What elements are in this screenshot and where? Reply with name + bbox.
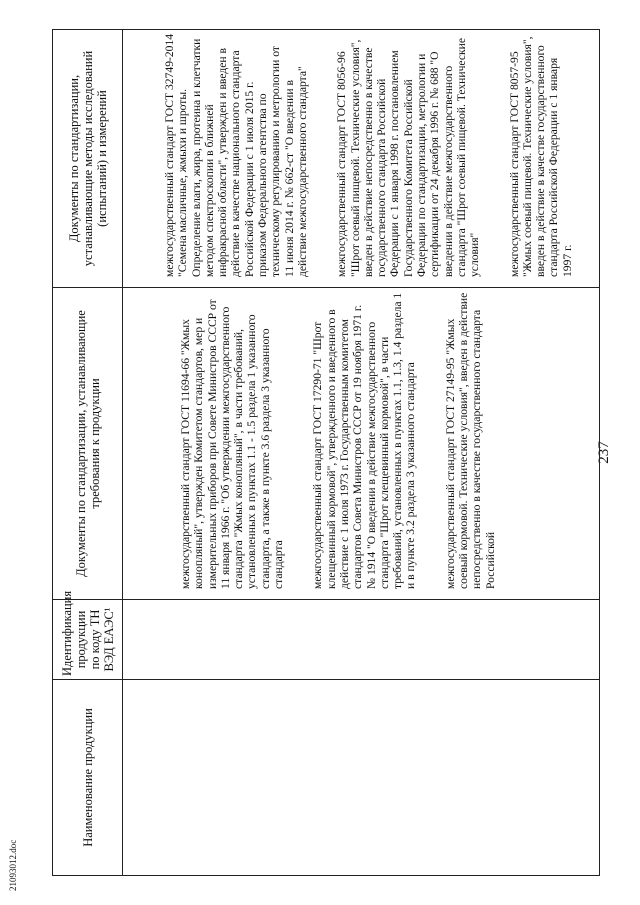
table-row: [123, 30, 600, 876]
requirement-doc-1: межгосударственный стандарт ГОСТ 11694-66 "Жмых конопляный", утвержден Комитетом стандартов, мер и измерительных приборов при Совете Министров СССР от 11 января 1966 г. "Об утверждении межгосударственного стандарта "Жмых конопляный", в части требований, установленных в пунктах 1.1 - 1.5 раздела 1 указанного стандарта, а также в пункте 3.6 раздела 3 указанного стандарта: [179, 299, 286, 589]
cell-product-name: [123, 680, 600, 876]
header-product-name: Наименование продукции: [53, 680, 123, 876]
header-requirement-docs: Документы по стандартизации, устанавливающие требования к продукции: [53, 288, 123, 600]
requirement-doc-2: межгосударственный стандарт ГОСТ 17290-71 "Шрот клещевинный кормовой", утвержденного и введенного в действие с 1 июля 1973 г. Государственным комитетом стандартов Совета Министров СССР от 19 ноября 1971 г. № 1914 "О введении в действие межгосударственного стандарта "Шрот клещевинный кормовой", в части требований, установленных в пунктах 1.1, 1.3, 1.4 раздела 1 и в пункте 3.2 раздела 3 указанного стандарта: [311, 292, 418, 589]
table-container: [52, 30, 600, 876]
header-method-docs: Документы по стандартизации, устанавливающие методы исследований (испытаний) и измерений: [53, 30, 123, 288]
header-tnved-code: Идентификация продукции по коду ТН ВЭД ЕАЭС¹: [53, 600, 123, 680]
method-doc-2: межгосударственный стандарт ГОСТ 8056-96 "Шрот соевый пищевой. Технические условия", введен в действие непосредственно в качестве государственного стандарта Российской Федерации с 1 января 1998 г. постановлением Государственного Комитета Российской Федерации по стандартизации, метрологии и сертификации от 24 декабря 1996 г. № 688 "О введении в действие межгосударственного стандарта "Шрот соевый пищевой. Технические условия": [335, 38, 482, 277]
table-header-row: [53, 30, 123, 876]
cell-tnved-code: [123, 600, 600, 680]
cell-method-docs: [123, 30, 600, 288]
method-doc-1: межгосударственный стандарт ГОСТ 32749-2014 "Семена масличные, жмыхи и шроты. Определение влаги, жира, протеина и клетчатки методом спектроскопии в ближней инфракрасной области", утвержден и введен в действие в качестве национального стандарта Российской Федерации с 1 июля 2015 г. приказом Федерального агентства по техническому регулированию и метрологии от 11 июня 2014 г. № 662-ст "О введении в действие межгосударственного стандарта": [163, 33, 309, 277]
footer-file-code: 21093012.doc: [8, 839, 18, 891]
cell-requirement-docs: [123, 288, 600, 600]
requirement-doc-3: межгосударственный стандарт ГОСТ 27149-95 "Жмых соевый кормовой. Технические условия", введен в действие непосредственно в качестве государственного стандарта Российской: [443, 292, 497, 589]
standards-table-grid: [52, 29, 600, 876]
method-doc-3: межгосударственный стандарт ГОСТ 8057-95 "Жмых соевый пищевой. Технические условия", введен в действие в качестве государственного стандарта Российской Федерации с 1 января 1997 г.: [507, 36, 574, 277]
page-number: 237: [596, 441, 612, 464]
